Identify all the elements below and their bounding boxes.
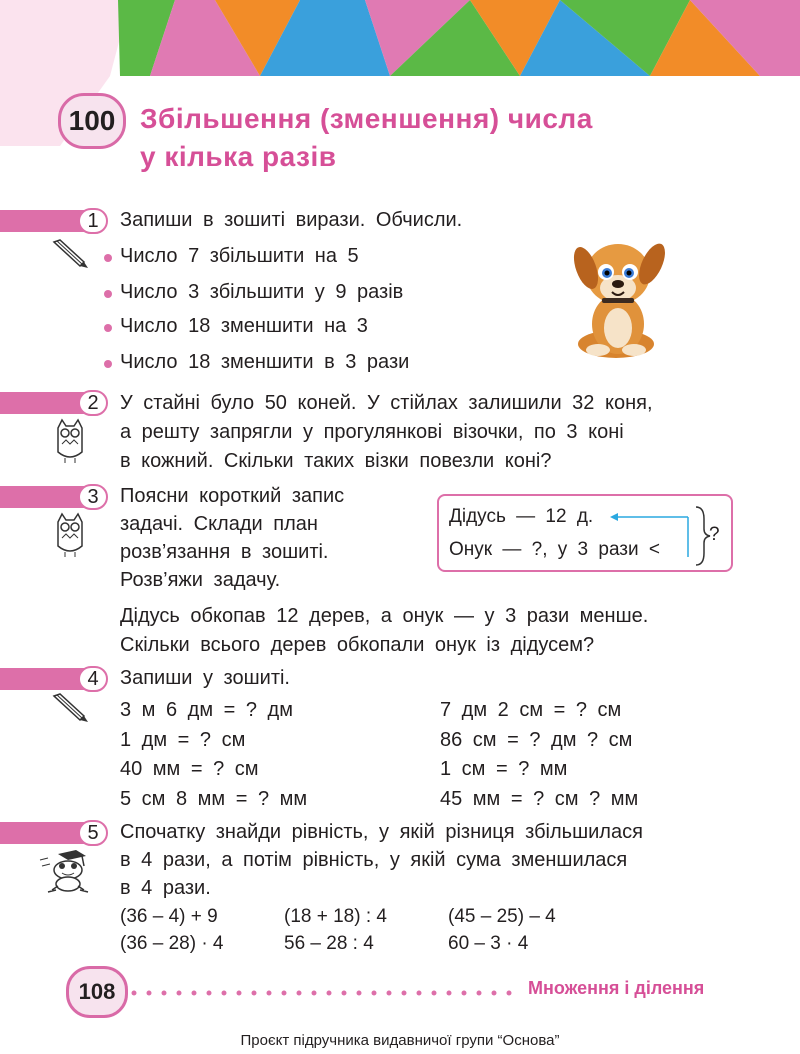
exercise-5-number: 5 [78,820,108,846]
exercise-1-item: Число 18 зменшити на 3 [120,315,368,337]
page-number: 108 [78,979,116,1004]
exercise-2-line: У стайні було 50 коней. У стійлах залишили 32 коня, [120,392,653,414]
pencil-icon [50,692,90,724]
exercise-3-number: 3 [78,484,108,510]
exercise-1-item: Число 18 зменшити в 3 рази [120,351,410,373]
owl-icon [52,418,88,464]
exercise-5-expression: (36 – 28) · 4 [120,933,224,954]
exercise-5-expression: (18 + 18) : 4 [284,906,387,927]
footer-note: Проєкт підручника видавничої групи “Основа” [240,1032,560,1049]
exercise-5-line: в 4 рази. [120,877,211,899]
exercise-3-line: розв’язання в зошиті. [120,541,329,563]
decorative-top-band [0,0,800,76]
exercise-1-number: 1 [78,208,108,234]
lesson-number-badge [58,93,126,149]
scheme-row-grandson: Онук — ?, у 3 рази < [449,539,661,560]
exercise-5-expression: (36 – 4) + 9 [120,906,218,927]
exercise-4-left-item: 1 дм = ? см [120,729,246,751]
exercise-3-line: Поясни короткий запис [120,485,345,507]
exercise-1-item: Число 7 збільшити на 5 [120,245,359,267]
exercise-5-line: Спочатку знайди рівність, у якій різниця збільшилася [120,821,643,843]
lesson-number: 100 [68,105,116,136]
exercise-4-instruction: Запиши у зошиті. [120,667,290,689]
bullet-icon [104,360,112,368]
exercise-4-right-item: 45 мм = ? см ? мм [440,788,639,810]
exercise-1-item: Число 3 збільшити у 9 разів [120,281,404,303]
bullet-icon [104,254,112,262]
exercise-5-line: в 4 рази, а потім рівність, у якій сума зменшилася [120,849,628,871]
exercise-4-left-item: 3 м 6 дм = ? дм [120,699,293,721]
scheme-row-grandfather: Дідусь — 12 д. [449,506,594,527]
exercise-2-line: а решту запрягли у прогулянкові візочки, по 3 коні [120,421,624,443]
exercise-4-left-item: 5 см 8 мм = ? мм [120,788,308,810]
dotted-separator [130,989,516,997]
owl-icon [52,512,88,558]
scheme-question: ? [709,524,720,545]
band-soft-pink [0,0,130,76]
exercise-1-instruction: Запиши в зошиті вирази. Обчисли. [120,209,463,231]
exercise-5-expression: 60 – 3 · 4 [448,933,529,954]
exercise-4-right-item: 1 см = ? мм [440,758,568,780]
lesson-title [140,100,593,176]
exercise-3-task-line: Дідусь обкопав 12 дерев, а онук — у 3 рази менше. [120,605,649,627]
bullet-icon [104,290,112,298]
lesson-title-line-2: у кілька разів [140,141,337,172]
exercise-3-line: Розв’яжи задачу. [120,569,281,591]
exercise-4-number: 4 [78,666,108,692]
exercise-3-task-line: Скільки всього дерев обкопали онук із дідусем? [120,634,595,656]
frog-scholar-icon [38,848,94,894]
exercise-2-line: в кожний. Скільки таких візки повезли коні? [120,450,552,472]
exercise-5-expression: (45 – 25) – 4 [448,906,556,927]
exercise-5-expression: 56 – 28 : 4 [284,933,374,954]
bullet-icon [104,324,112,332]
page-number-badge [66,966,128,1018]
exercise-4-right-item: 7 дм 2 см = ? см [440,699,622,721]
section-name: Множення і ділення [528,978,705,998]
exercise-4-right-item: 86 см = ? дм ? см [440,729,633,751]
puppy-illustration [568,232,668,362]
exercise-4-left-item: 40 мм = ? см [120,758,259,780]
lesson-title-line-1: Збільшення (зменшення) числа [140,103,593,134]
pencil-icon [50,238,90,270]
exercise-2-number: 2 [78,390,108,416]
exercise-3-line: задачі. Склади план [120,513,318,535]
